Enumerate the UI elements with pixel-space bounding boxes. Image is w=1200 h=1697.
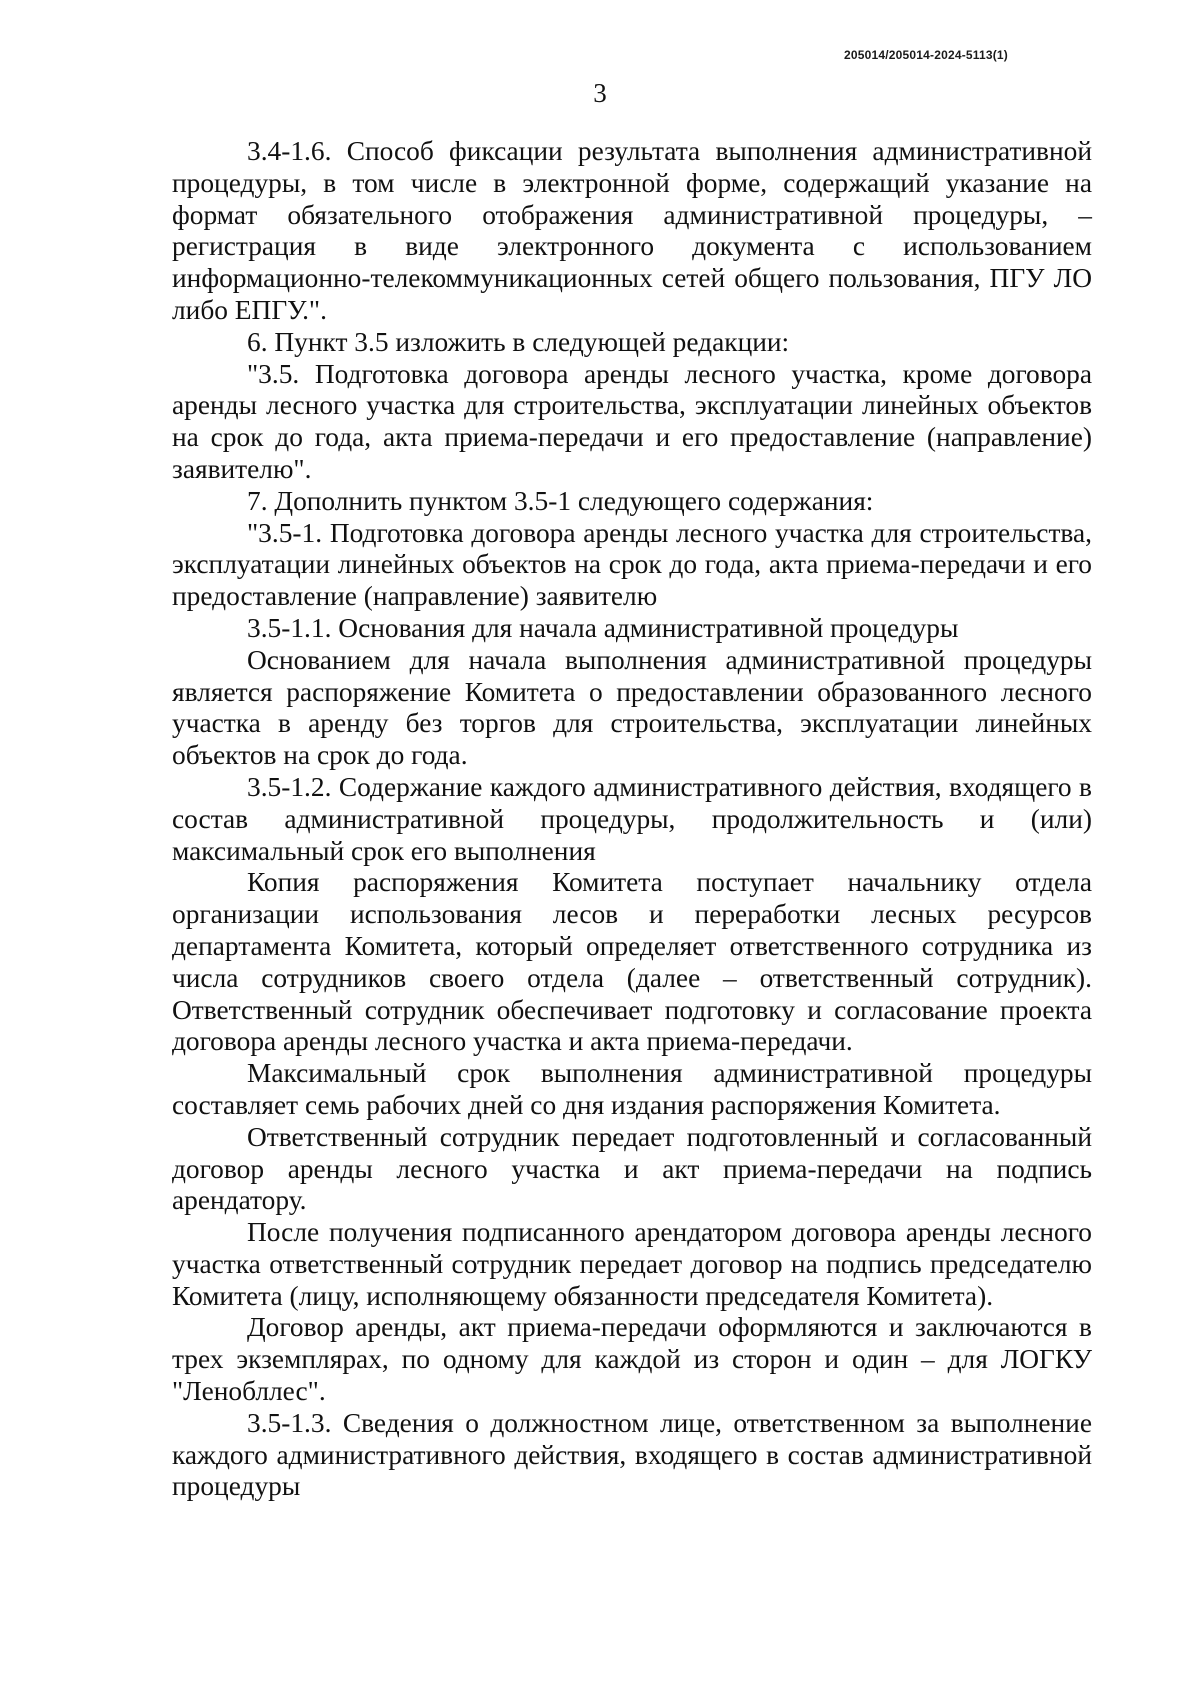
paragraph-3-5: "3.5. Подготовка договора аренды лесного участка, кроме договора аренды лесного участка для строительства, эксплуатации линейных объектов на срок до года, акта приема-передачи и его предоставление (направление) заявителю".: [172, 358, 1092, 484]
paragraph-transfer-to-chairman: После получения подписанного арендатором договора аренды лесного участка ответственный сотрудник передает договор на подпись председателю Комитета (лицу, исполняющему обязанности председателя Комитета).: [172, 1217, 1092, 1311]
paragraph-3-5-1: "3.5-1. Подготовка договора аренды лесного участка для строительства, эксплуатации линейных объектов на срок до года, акта приема-передачи и его предоставление (направление) заявителю: [172, 517, 1092, 612]
paragraph-transfer-to-tenant: Ответственный сотрудник передает подготовленный и согласованный договор аренды лесного участка и акт приема-передачи на подпись арендатору.: [172, 1121, 1092, 1216]
paragraph-3-5-1-1-text: Основанием для начала выполнения административной процедуры является распоряжение Комитета о предоставлении образованного лесного участка в аренду без торгов для строительства, эксплуатации линейных объектов на срок до года.: [172, 644, 1092, 771]
paragraph-copy-order: Копия распоряжения Комитета поступает начальнику отдела организации использования лесов и переработки лесных ресурсов департамента Комитета, который определяет ответственного сотрудника из числа сотрудников своего отдела (далее – ответственный сотрудник). Ответственный сотрудник обеспечивает подготовку и согласование проекта договора аренды лесного участка и акта приема-передачи.: [172, 867, 1092, 1057]
paragraph-3-5-1-1-heading: 3.5-1.1. Основания для начала административной процедуры: [247, 612, 959, 643]
paragraph-3-4-1-6: 3.4-1.6. Способ фиксации результата выполнения административной процедуры, в том числе в электронной форме, содержащий указание на формат обязательного отображения административной процедуры, – регистрация в виде электронного документа с использованием информационно-телекоммуникационных сетей общего пользования, ПГУ ЛО либо ЕПГУ.".: [172, 136, 1092, 325]
document-body: [172, 136, 1092, 1503]
paragraph-item-6: 6. Пункт 3.5 изложить в следующей редакции:: [247, 326, 790, 357]
paragraph-item-7: 7. Дополнить пунктом 3.5-1 следующего содержания:: [247, 485, 874, 516]
paragraph-three-copies: Договор аренды, акт приема-передачи оформляются и заключаются в трех экземплярах, по одному для каждой из сторон и один – для ЛОГКУ "Ленобллес".: [172, 1312, 1092, 1407]
paragraph-max-term: Максимальный срок выполнения административной процедуры составляет семь рабочих дней со дня издания распоряжения Комитета.: [172, 1058, 1092, 1120]
document-id: 205014/205014-2024-5113(1): [843, 48, 1008, 62]
paragraph-3-5-1-3-heading: 3.5-1.3. Сведения о должностном лице, ответственном за выполнение каждого административного действия, входящего в состав административной процедуры: [172, 1407, 1092, 1502]
page-number: 3: [593, 78, 607, 108]
paragraph-3-5-1-2-heading: 3.5-1.2. Содержание каждого административного действия, входящего в состав административной процедуры, продолжительность и (или) максимальный срок его выполнения: [172, 771, 1092, 866]
